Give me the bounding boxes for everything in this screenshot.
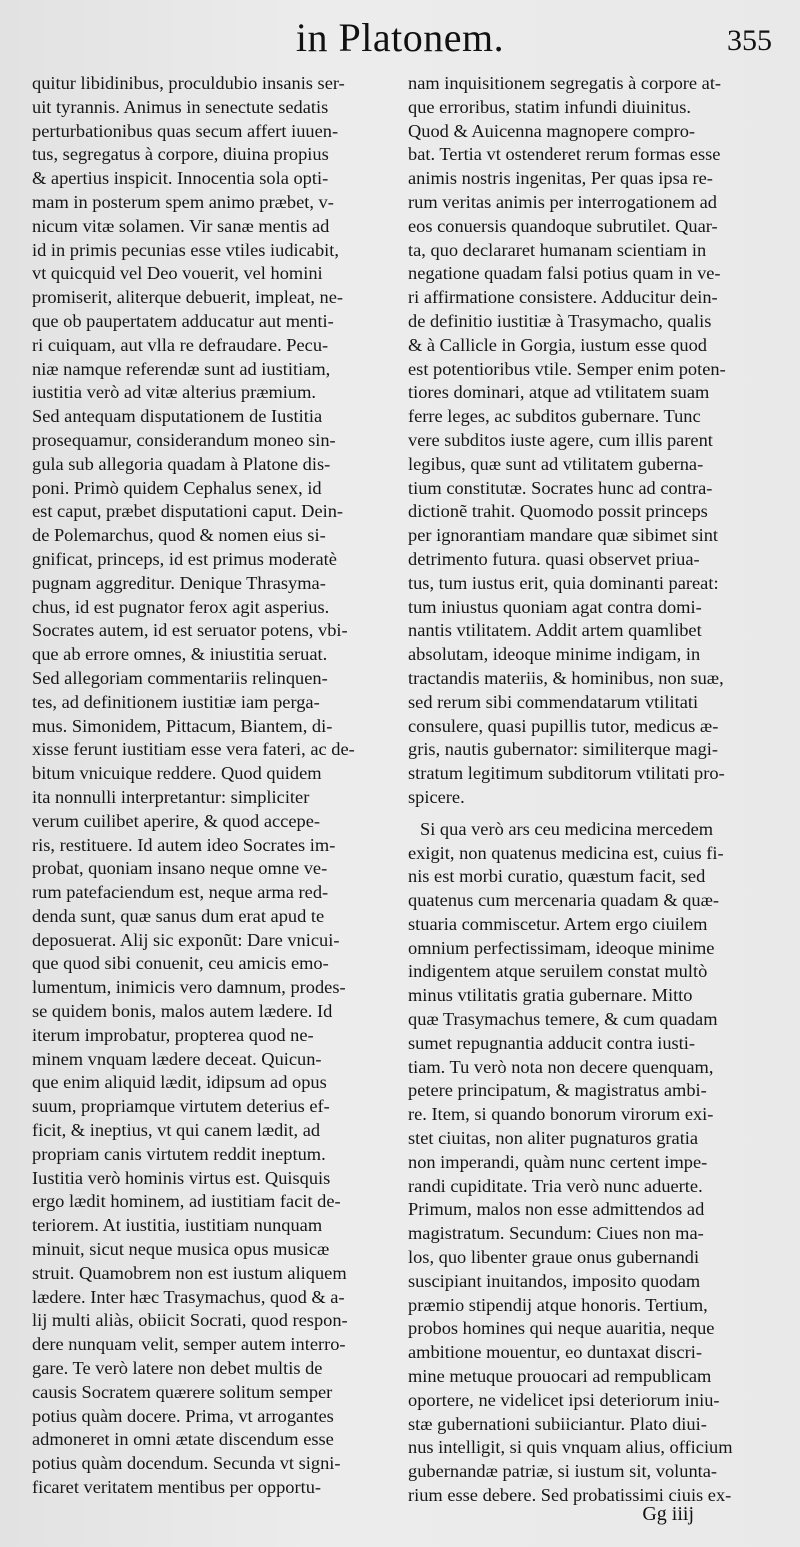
- left-column-line: uit tyrannis. Animus in senectute sedatis: [32, 96, 329, 117]
- left-column-line: rum patefaciendum est, neque arma red-: [32, 882, 329, 903]
- right-column-line: & à Callicle in Gorgia, iustum esse quod: [408, 334, 707, 355]
- right-column-line: tium constitutæ. Socrates hunc ad contra-: [408, 477, 713, 498]
- left-column-line: lædere. Inter hæc Trasymachus, quod & a-: [32, 1286, 345, 1307]
- left-column-line: minem vnquam lædere deceat. Quicun-: [32, 1048, 322, 1069]
- right-column-line: stæ gubernationi subiiciantur. Plato diui-: [408, 1413, 707, 1434]
- right-column-line: exigit, non quatenus medicina est, cuius fi-: [408, 842, 724, 863]
- left-column-line: niæ namque referendæ sunt ad iustitiam,: [32, 358, 331, 379]
- left-column-line: minuit, sicut neque musica opus musicæ: [32, 1239, 330, 1260]
- left-column-line: admoneret in omni ætate discendum esse: [32, 1429, 334, 1450]
- right-column: [408, 72, 774, 1508]
- right-column-line: ri affirmatione consistere. Adducitur dein-: [408, 287, 718, 308]
- left-column-line: suum, propriamque virtutem deterius ef-: [32, 1096, 330, 1117]
- right-column-line: Primum, malos non esse admittendos ad: [408, 1199, 705, 1220]
- left-column-line: perturbationibus quas secum affert iuuen-: [32, 120, 339, 141]
- signature-mark: Gg iiij: [642, 1503, 694, 1525]
- left-column-line: vt quicquid vel Deo vouerit, vel homini: [32, 263, 323, 284]
- right-column-line: Si qua verò ars ceu medicina mercedem: [420, 818, 714, 839]
- left-column-line: potius quàm docere. Prima, vt arrogantes: [32, 1405, 334, 1426]
- left-column-line: causis Socratem quærere solitum semper: [32, 1381, 333, 1402]
- right-column-line: nis est morbi curatio, quæstum facit, sed: [408, 866, 706, 887]
- left-column-line: ficit, & ineptius, vt qui canem lædit, ad: [32, 1120, 321, 1141]
- right-column-line: animis nostris ingenitas, Per quas ipsa re-: [408, 168, 713, 189]
- left-column-line: tus, segregatus à corpore, diuina propius: [32, 144, 329, 165]
- left-column-line: que ab errore omnes, & iniustitia seruat.: [32, 644, 328, 665]
- left-column-line: ita nonnulli interpretantur: simpliciter: [32, 786, 310, 807]
- right-column-line: quæ Trasymachus temere, & cum quadam: [408, 1009, 718, 1030]
- left-column-line: que enim aliquid lædit, idipsum ad opus: [32, 1072, 327, 1093]
- left-column-line: est caput, præbet disputationi caput. Dein-: [32, 501, 344, 522]
- left-column-line: iterum improbatur, propterea quod ne-: [32, 1024, 314, 1045]
- right-column-line: petere principatum, & magistratus ambi-: [408, 1080, 707, 1101]
- right-column-line: consulere, quasi pupillis tutor, medicus æ-: [408, 715, 719, 736]
- right-column-line: randi cupiditate. Tria verò nunc aduerte.: [408, 1175, 703, 1196]
- right-column-line: tiam. Tu verò nota non decere quenquam,: [408, 1056, 714, 1077]
- right-column-line: minus vtilitatis gratia gubernare. Mitto: [408, 985, 693, 1006]
- right-column-line: omnium perfectissimam, ideoque minime: [408, 937, 715, 958]
- right-column-line: stuaria commiscetur. Artem ergo ciuilem: [408, 913, 708, 934]
- left-column-line: pugnam aggreditur. Denique Thrasyma-: [32, 572, 326, 593]
- left-column-line: ri cuiquam, aut vlla re defraudare. Pecu-: [32, 334, 329, 355]
- right-column-line: spicere.: [408, 786, 465, 807]
- running-head: in Platonem.: [295, 15, 505, 60]
- left-column-line: promiserit, aliterque debuerit, impleat, ne-: [32, 287, 343, 308]
- left-column-line: que quod sibi conuenit, ceu amicis emo-: [32, 953, 329, 974]
- right-column-line: nus intelligit, si quis vnquam alius, officium: [408, 1437, 733, 1458]
- left-column-line: potius quàm docendum. Secunda vt signi-: [32, 1453, 341, 1474]
- left-column-line: se quidem bonis, malos autem lædere. Id: [32, 1001, 333, 1022]
- left-column-line: mus. Simonidem, Pittacum, Biantem, di-: [32, 715, 333, 736]
- right-column-line: eos conuersis quandoque subrutilet. Quar-: [408, 215, 718, 236]
- left-column-line: struit. Quamobrem non est iustum aliquem: [32, 1262, 347, 1283]
- right-column-line: ambitione mouentur, eo duntaxat discri-: [408, 1342, 702, 1363]
- right-column-line: magistratum. Secundum: Ciues non ma-: [408, 1223, 704, 1244]
- right-column-line: per ignorantiam mandare quæ sibimet sint: [408, 525, 719, 546]
- left-column-line: Sed allegoriam commentariis relinquen-: [32, 667, 328, 688]
- right-column-line: tum iniustus quoniam agat contra domi-: [408, 596, 702, 617]
- right-column-line: est potentioribus vtile. Semper enim poten-: [408, 358, 726, 379]
- left-column-line: denda sunt, quæ sanus dum erat apud te: [32, 905, 325, 926]
- left-column-line: ergo lædit hominem, ad iustitiam facit de-: [32, 1191, 341, 1212]
- left-column-line: Sed antequam disputationem de Iustitia: [32, 406, 323, 427]
- left-column-line: probat, quoniam insano neque omne ve-: [32, 858, 328, 879]
- left-column-line: poni. Primò quidem Cephalus senex, id: [32, 477, 322, 498]
- right-column-line: probos homines qui neque auaritia, neque: [408, 1318, 715, 1339]
- right-column-line: que erroribus, statim infundi diuinitus.: [408, 96, 691, 117]
- right-column-line: los, quo libenter graue onus gubernandi: [408, 1247, 700, 1268]
- right-column-line: de definitio iustitiæ à Trasymacho, qualis: [408, 310, 712, 331]
- left-column-line: gare. Te verò latere non debet multis de: [32, 1358, 323, 1379]
- right-column-line: stratum legitimum subditorum vtilitati pro-: [408, 763, 725, 784]
- left-column: [32, 72, 390, 1500]
- right-column-line: ferre leges, ac subditos gubernare. Tunc: [408, 406, 701, 427]
- right-column-line: re. Item, si quando bonorum virorum exi-: [408, 1104, 714, 1125]
- right-column-line: gubernandæ patriæ, si iustum sit, volunta-: [408, 1461, 718, 1482]
- right-column-line: gris, nautis gubernator: similiterque magi-: [408, 739, 719, 760]
- right-column-line: tractandis materiis, & hominibus, non suæ,: [408, 667, 724, 688]
- right-column-line: Quod & Auicenna magnopere compro-: [408, 120, 696, 141]
- left-column-line: de Polemarchus, quod & nomen eius si-: [32, 525, 326, 546]
- left-column-line: gula sub allegoria quadam à Platone dis-: [32, 453, 331, 474]
- right-column-line: sed rerum sibi commendatarum vtilitati: [408, 691, 699, 712]
- left-column-line: lumentum, inimicis vero damnum, prodes-: [32, 977, 346, 998]
- left-column-line: Iustitia verò hominis virtus est. Quisquis: [32, 1167, 331, 1188]
- left-column-line: xisse ferunt iustitiam esse vera fateri, ac de-: [32, 739, 355, 760]
- left-column-line: teriorem. At iustitia, iustitiam nunquam: [32, 1215, 323, 1236]
- right-column-line: nantis vtilitatem. Addit artem quamlibet: [408, 620, 702, 641]
- left-column-line: & apertius inspicit. Innocentia sola opti-: [32, 168, 329, 189]
- right-column-line: tus, tum iustus erit, quia dominanti pareat:: [408, 572, 719, 593]
- page-number: 355: [727, 24, 772, 57]
- right-column-line: absolutam, ideoque minime indigam, in: [408, 644, 701, 665]
- left-column-line: chus, id est pugnator ferox agit asperius.: [32, 596, 330, 617]
- right-column-line: sumet repugnantia adducit contra iusti-: [408, 1032, 696, 1053]
- right-column-line: rum veritas animis per interrogationem ad: [408, 191, 717, 212]
- left-column-line: que ob paupertatem adducatur aut menti-: [32, 310, 334, 331]
- left-column-line: iustitia verò ad vitæ alterius præmium.: [32, 382, 316, 403]
- left-column-line: id in primis pecunias esse vtiles iudicabit,: [32, 239, 339, 260]
- left-column-line: deposuerat. Alij sic exponũt: Dare vnicui-: [32, 929, 340, 950]
- left-column-line: gnificat, princeps, id est primus moderatè: [32, 548, 337, 569]
- left-column-line: nicum vitæ solamen. Vir sanæ mentis ad: [32, 215, 330, 236]
- left-column-line: verum cuilibet aperire, & quod accepe-: [32, 810, 320, 831]
- right-column-line: bat. Tertia vt ostenderet rerum formas esse: [408, 144, 721, 165]
- right-column-line: mine metuque prouocari ad rempublicam: [408, 1366, 712, 1387]
- right-column-line: præmio stipendij atque honoris. Tertium,: [408, 1294, 708, 1315]
- right-column-line: suscipiant inuitandos, imposito quodam: [408, 1270, 701, 1291]
- right-column-line: detrimento futura. quasi observet priua-: [408, 548, 700, 569]
- left-column-line: ris, restituere. Id autem ideo Socrates im-: [32, 834, 336, 855]
- right-column-line: ta, quo declararet humanam scientiam in: [408, 239, 707, 260]
- right-column-line: tiores dominari, atque ad vtilitatem suam: [408, 382, 710, 403]
- left-column-line: mam in posterum spem animo præbet, v-: [32, 191, 334, 212]
- left-column-line: tes, ad definitionem iustitiæ iam perga-: [32, 691, 320, 712]
- left-column-line: Socrates autem, id est seruator potens, vbi-: [32, 620, 348, 641]
- left-column-line: propriam canis virtutem reddit ineptum.: [32, 1143, 326, 1164]
- right-column-line: oportere, ne videlicet ipsi deteriorum iniu-: [408, 1389, 720, 1410]
- right-column-line: non imperandi, quàm nunc certent impe-: [408, 1151, 708, 1172]
- right-column-line: legibus, quæ sunt ad vtilitatem guberna-: [408, 453, 704, 474]
- right-column-line: rium esse debere. Sed probatissimi ciuis ex-: [408, 1485, 732, 1506]
- right-column-line: quatenus cum mercenaria quadam & quæ-: [408, 890, 719, 911]
- right-column-line: stet ciuitas, non aliter pugnaturos gratia: [408, 1128, 699, 1149]
- right-column-line: indigentem atque seruilem constat multò: [408, 961, 708, 982]
- right-column-line: negatione quadam falsi potius quam in ve-: [408, 263, 721, 284]
- right-column-line: dictionẽ trahit. Quomodo possit princeps: [408, 501, 708, 522]
- right-column-line: vere subditos iuste agere, cum illis parent: [408, 429, 713, 450]
- left-column-line: ficaret veritatem mentibus per opportu-: [32, 1477, 322, 1498]
- left-column-line: lij multi aliàs, obiicit Socrati, quod respon-: [32, 1310, 348, 1331]
- left-column-line: quitur libidinibus, proculdubio insanis ser-: [32, 73, 345, 93]
- right-column-line: nam inquisitionem segregatis à corpore at-: [408, 73, 722, 93]
- left-column-line: dere nunquam velit, semper autem interro-: [32, 1334, 346, 1355]
- left-column-line: bitum vnicuique reddere. Quod quidem: [32, 763, 322, 784]
- left-column-line: prosequamur, considerandum moneo sin-: [32, 429, 336, 450]
